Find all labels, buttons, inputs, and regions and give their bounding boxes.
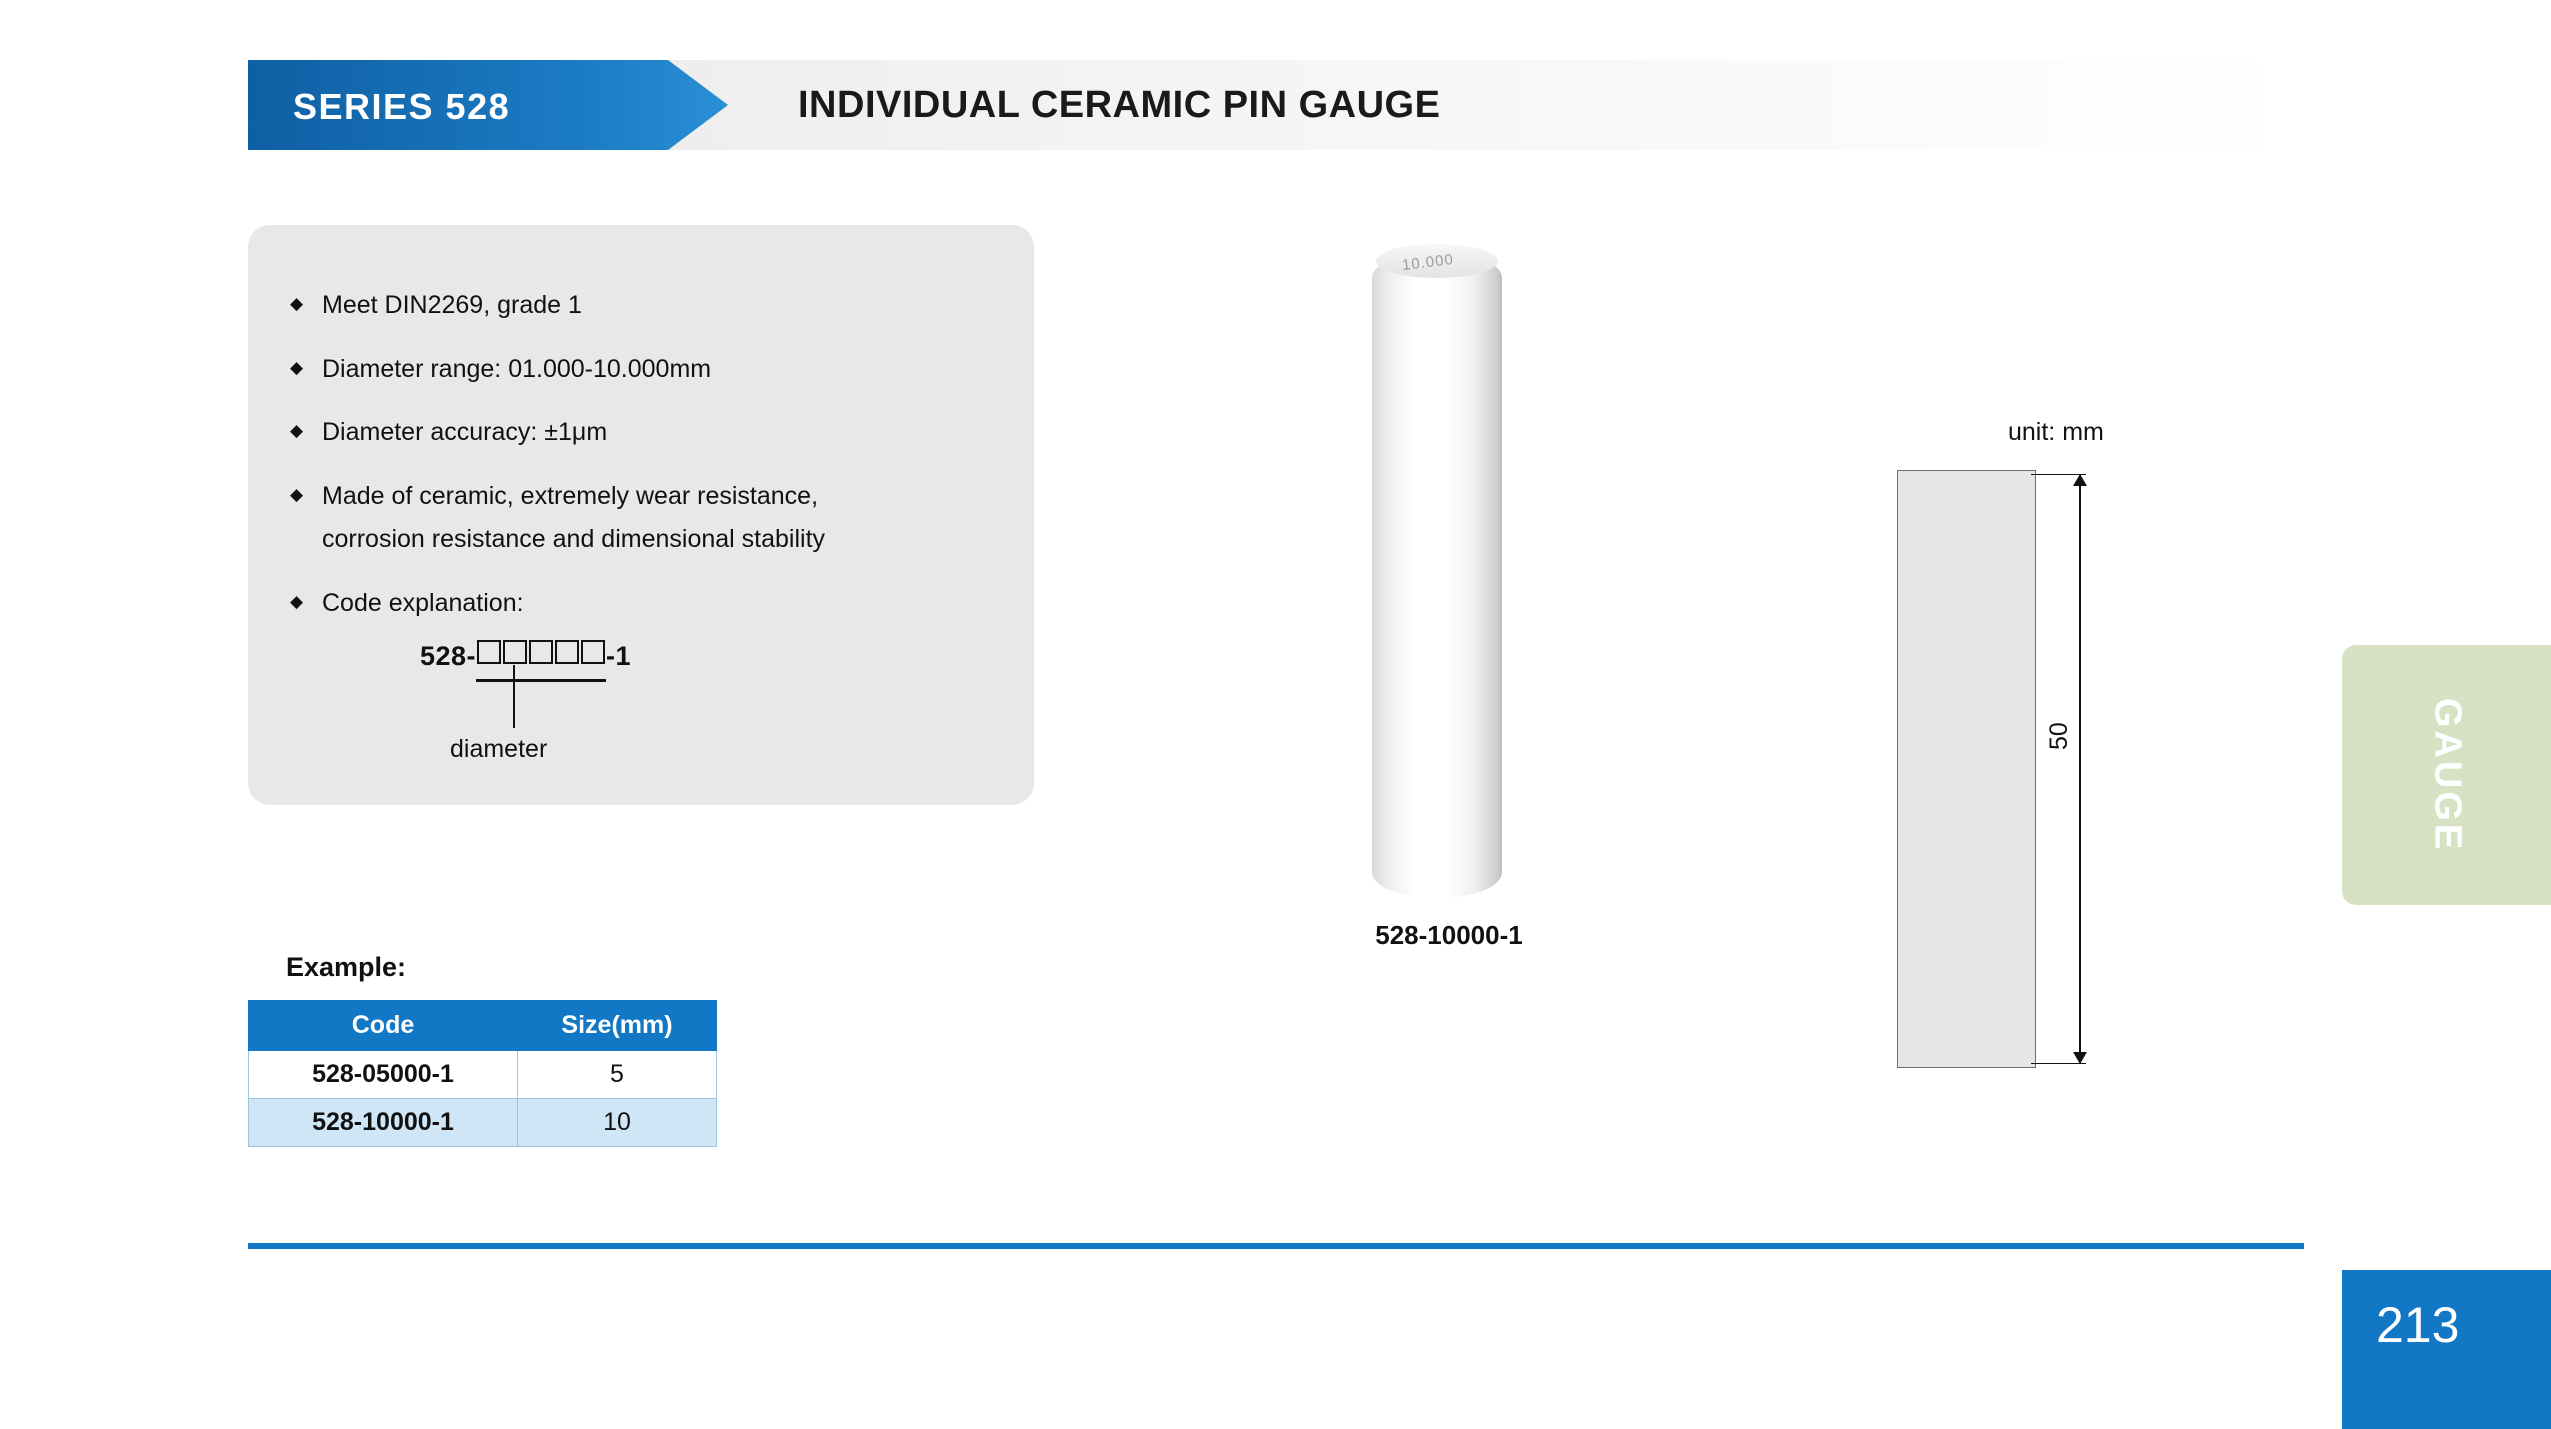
feature-text-continuation: corrosion resistance and dimensional stability xyxy=(322,525,826,553)
list-item xyxy=(290,351,1008,389)
product-caption: 528-10000-1 xyxy=(1375,920,1523,950)
pin-engraving-label: 10.000 xyxy=(1401,250,1455,275)
ceramic-pin-gauge-image xyxy=(1372,252,1502,898)
list-item xyxy=(290,585,1008,682)
code-placeholder-boxes xyxy=(476,636,606,682)
cell-code: 528-10000-1 xyxy=(249,1099,518,1147)
features-panel xyxy=(248,225,1034,805)
bullet-icon: ◆ xyxy=(290,591,304,611)
feature-text: Meet DIN2269, grade 1 xyxy=(322,291,582,319)
dimension-drawing-body xyxy=(1897,470,2036,1068)
bullet-icon: ◆ xyxy=(290,294,304,313)
table-row xyxy=(249,1099,717,1147)
page-title: INDIVIDUAL CERAMIC PIN GAUGE xyxy=(798,84,1441,126)
cell-code: 528-05000-1 xyxy=(249,1051,518,1099)
table-header-row xyxy=(249,1001,717,1051)
code-leader-line xyxy=(513,665,515,728)
table-row xyxy=(249,1051,717,1099)
code-box xyxy=(581,640,605,664)
bullet-icon: ◆ xyxy=(290,357,304,377)
code-box xyxy=(477,640,501,664)
dimension-value-label: 50 xyxy=(2045,722,2073,750)
section-side-tab xyxy=(2342,645,2551,905)
code-suffix: -1 xyxy=(606,641,632,671)
column-header-size: Size(mm) xyxy=(518,1001,717,1051)
page-number-box xyxy=(2342,1270,2551,1429)
section-side-tab-label: GAUGE xyxy=(2426,697,2468,853)
unit-label: unit: mm xyxy=(2008,418,2104,446)
code-box xyxy=(555,640,579,664)
bullet-icon: ◆ xyxy=(290,421,304,440)
product-photo xyxy=(1372,238,1502,898)
series-label: SERIES 528 xyxy=(293,86,511,127)
cell-size: 5 xyxy=(518,1051,717,1099)
code-prefix: 528- xyxy=(420,641,477,671)
page-header xyxy=(248,60,2293,150)
list-item xyxy=(290,414,1008,452)
dimension-line xyxy=(2079,474,2081,1064)
code-box xyxy=(529,640,553,664)
bullet-icon: ◆ xyxy=(290,484,304,504)
code-leader-label: diameter xyxy=(450,735,548,763)
example-label: Example: xyxy=(286,952,407,982)
feature-list xyxy=(248,225,1034,682)
feature-text: Made of ceramic, extremely wear resistance, xyxy=(322,481,819,510)
code-box xyxy=(503,640,527,664)
feature-text: Diameter range: 01.000-10.000mm xyxy=(322,354,712,383)
cell-size: 10 xyxy=(518,1099,717,1147)
dimension-arrow-bottom-icon xyxy=(2073,1052,2087,1064)
footer-divider xyxy=(248,1243,2304,1249)
feature-text: Diameter accuracy: ±1μm xyxy=(322,418,608,446)
dimension-arrow-top-icon xyxy=(2073,474,2087,486)
page-number: 213 xyxy=(2376,1297,2460,1353)
list-item xyxy=(290,478,1008,559)
list-item xyxy=(290,287,1008,325)
feature-text: Code explanation: xyxy=(322,588,524,617)
code-explanation-pattern xyxy=(290,636,1008,682)
column-header-code: Code xyxy=(249,1001,518,1051)
example-table xyxy=(248,1000,717,1147)
